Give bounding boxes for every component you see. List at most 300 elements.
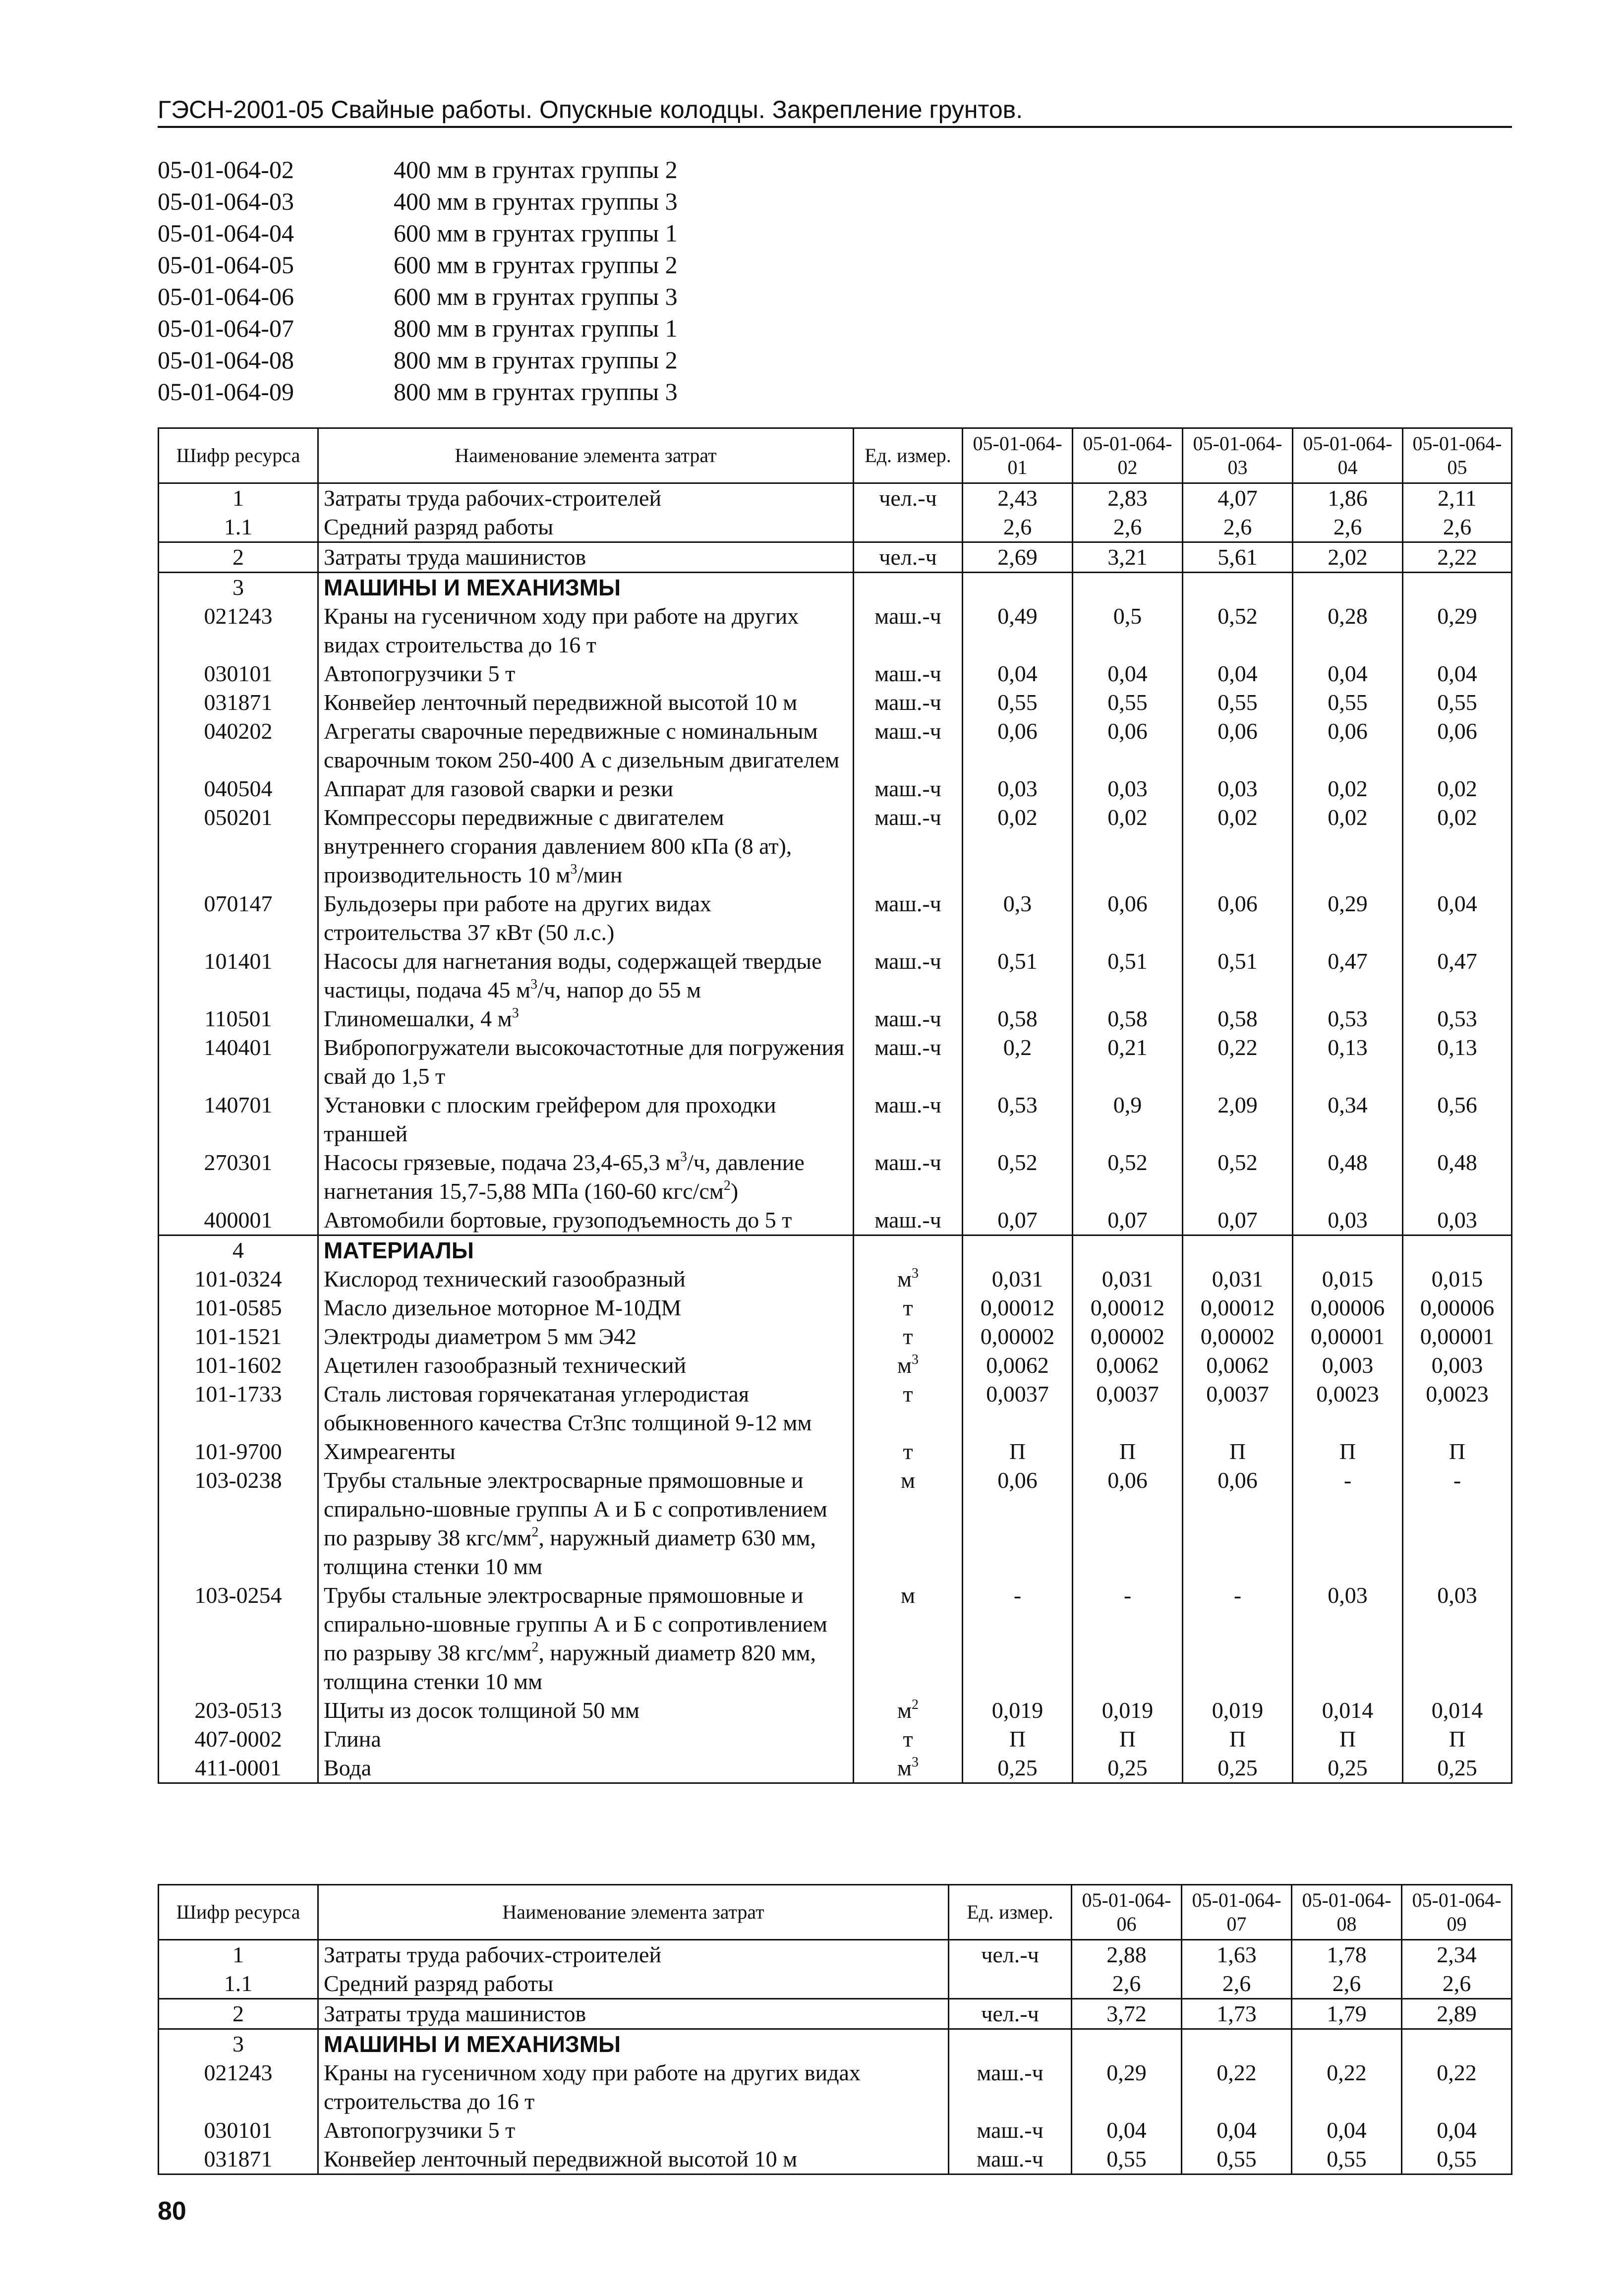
cell-unit: маш.-ч [854, 717, 963, 774]
cell-value: 0,55 [1182, 2145, 1292, 2174]
cell-value: 0,06 [1293, 717, 1403, 774]
cell-value: 0,55 [963, 688, 1073, 717]
cell-value: 0,02 [1183, 803, 1293, 889]
cell-value: 0,031 [1073, 1265, 1183, 1293]
cell-value: 0,07 [963, 1206, 1073, 1235]
cell-unit: маш.-ч [854, 688, 963, 717]
section-title: МАТЕРИАЛЫ [318, 1235, 854, 1265]
table-row [159, 1322, 1512, 1351]
table-row [159, 803, 1512, 889]
code-description: 800 мм в грунтах группы 2 [394, 346, 678, 374]
code-id: 05-01-064-03 [158, 187, 294, 215]
cell-value: 0,0037 [963, 1380, 1073, 1437]
cell-cipher: 103-0254 [159, 1581, 318, 1696]
cell-value [1183, 573, 1293, 602]
cell-value [963, 573, 1073, 602]
table-row [159, 542, 1512, 573]
section-title: МАШИНЫ И МЕХАНИЗМЫ [318, 2029, 949, 2059]
cell-cipher: 030101 [159, 659, 318, 688]
resource-table-1 [158, 427, 1512, 1784]
cell-cipher: 101-1521 [159, 1322, 318, 1351]
cell-name: Затраты труда рабочих-строителей [318, 483, 854, 513]
cell-cipher: 110501 [159, 1004, 318, 1033]
cell-unit: маш.-ч [949, 2116, 1072, 2145]
cell-name: Трубы стальные электросварные прямошовные и спирально-шовные группы А и Б с сопротивлением по разрыву 38 кгс/$мм^2$, наружный диаметр 630 мм, толщина стенки 10 мм [318, 1466, 854, 1581]
cell-value [1293, 1235, 1403, 1265]
cell-cipher: 2 [159, 1999, 318, 2029]
resource-table-2 [158, 1884, 1512, 2175]
cell-unit: чел.-ч [854, 483, 963, 513]
table-row [159, 659, 1512, 688]
code-list-item [158, 312, 678, 344]
cell-value: - [1183, 1581, 1293, 1696]
cell-value: 0,52 [1183, 602, 1293, 659]
cell-unit: маш.-ч [854, 1091, 963, 1148]
cell-name: Автомобили бортовые, грузоподъемность до 5 т [318, 1206, 854, 1235]
header-rate-code: 05-01-064-07 [1182, 1885, 1292, 1940]
cell-value: 0,0037 [1073, 1380, 1183, 1437]
header-cipher: Шифр ресурса [159, 1885, 318, 1940]
cell-name: Электроды диаметром 5 мм Э42 [318, 1322, 854, 1351]
cell-value: 0,015 [1293, 1265, 1403, 1293]
code-list-item [158, 154, 678, 185]
cell-value: 0,52 [1183, 1148, 1293, 1206]
cell-value: 0,52 [963, 1148, 1073, 1206]
cell-value: 0,34 [1293, 1091, 1403, 1148]
cell-value: 0,55 [1403, 688, 1512, 717]
cell-value: 0,28 [1293, 602, 1403, 659]
cell-value [1182, 2029, 1292, 2059]
cell-value: 0,0062 [1183, 1351, 1293, 1380]
code-id: 05-01-064-04 [158, 219, 294, 247]
table-row [159, 1091, 1512, 1148]
cell-value: 0,2 [963, 1033, 1073, 1091]
cell-cipher: 040504 [159, 774, 318, 803]
header-cipher: Шифр ресурса [159, 428, 318, 483]
cell-unit: маш.-ч [854, 1033, 963, 1091]
cell-value: 1,86 [1293, 483, 1403, 513]
cell-cipher: 101-1602 [159, 1351, 318, 1380]
cell-name: Трубы стальные электросварные прямошовные и спирально-шовные группы А и Б с сопротивлением по разрыву 38 кгс/$мм^2$, наружный диаметр 820 мм, толщина стенки 10 мм [318, 1581, 854, 1696]
code-description: 600 мм в грунтах группы 3 [394, 283, 678, 310]
cell-value: 2,69 [963, 542, 1073, 573]
cell-name: Химреагенты [318, 1437, 854, 1466]
cell-unit: маш.-ч [949, 2145, 1072, 2174]
cell-value: 0,9 [1073, 1091, 1183, 1148]
table-row [159, 1999, 1512, 2029]
cell-value: П [963, 1437, 1073, 1466]
cell-value: 2,6 [1182, 1969, 1292, 1999]
cell-value: П [1293, 1725, 1403, 1754]
cell-value: 0,00012 [963, 1293, 1073, 1322]
cell-value: 0,53 [1293, 1004, 1403, 1033]
cell-cipher: 101-0324 [159, 1265, 318, 1293]
cell-value: 0,5 [1073, 602, 1183, 659]
cell-unit: маш.-ч [854, 774, 963, 803]
table-row [159, 2116, 1512, 2145]
cell-unit: м [854, 1466, 963, 1581]
table-row [159, 688, 1512, 717]
cell-value: 0,55 [1292, 2145, 1402, 2174]
cell-name: Глина [318, 1725, 854, 1754]
code-id: 05-01-064-08 [158, 346, 294, 374]
cell-name: Автопогрузчики 5 т [318, 2116, 949, 2145]
cell-value: П [1293, 1437, 1403, 1466]
cell-value [963, 1235, 1073, 1265]
cell-value: 0,02 [963, 803, 1073, 889]
cell-value: 0,48 [1293, 1148, 1403, 1206]
cell-value: 0,47 [1403, 947, 1512, 1004]
cell-value: 0,0023 [1403, 1380, 1512, 1437]
table-row [159, 1265, 1512, 1293]
cell-name: Насосы для нагнетания воды, содержащей твердые частицы, подача 45 $м^3/ч$, напор до 55 м [318, 947, 854, 1004]
cell-value: 0,06 [963, 1466, 1073, 1581]
cell-value: 1,63 [1182, 1940, 1292, 1970]
cell-value: 0,00006 [1403, 1293, 1512, 1322]
cell-value: 2,88 [1072, 1940, 1182, 1970]
cell-value: 0,003 [1403, 1351, 1512, 1380]
cell-value: П [1073, 1437, 1183, 1466]
cell-value: 0,02 [1293, 803, 1403, 889]
code-list-item [158, 185, 678, 217]
cell-value: 2,89 [1402, 1999, 1512, 2029]
cell-cipher: 400001 [159, 1206, 318, 1235]
cell-unit: т [854, 1725, 963, 1754]
header-name: Наименование элемента затрат [318, 428, 854, 483]
cell-value: 0,00006 [1293, 1293, 1403, 1322]
cell-name: Установки с плоским грейфером для проходки траншей [318, 1091, 854, 1148]
cell-unit [854, 1235, 963, 1265]
cell-cipher: 101401 [159, 947, 318, 1004]
table-row [159, 483, 1512, 513]
cell-cipher: 140701 [159, 1091, 318, 1148]
code-description: 600 мм в грунтах группы 1 [394, 219, 678, 247]
cell-value: 2,83 [1073, 483, 1183, 513]
table-row [159, 1581, 1512, 1696]
cell-name: Затраты труда машинистов [318, 542, 854, 573]
cell-value: 0,22 [1183, 1033, 1293, 1091]
table-row [159, 513, 1512, 542]
cell-value [1403, 1235, 1512, 1265]
table-row [159, 1148, 1512, 1206]
cell-value: 2,6 [1183, 513, 1293, 542]
cell-value: 0,56 [1403, 1091, 1512, 1148]
cell-value: 0,55 [1293, 688, 1403, 717]
cell-value: 0,04 [1402, 2116, 1512, 2145]
table-row [159, 1206, 1512, 1235]
cell-value: 0,00002 [1073, 1322, 1183, 1351]
cell-name: Средний разряд работы [318, 513, 854, 542]
cell-value: 2,6 [963, 513, 1073, 542]
cell-cipher: 1 [159, 483, 318, 513]
cell-unit: маш.-ч [854, 1148, 963, 1206]
cell-value: 0,003 [1293, 1351, 1403, 1380]
cell-cipher: 050201 [159, 803, 318, 889]
cell-value: 0,58 [963, 1004, 1073, 1033]
cell-value: 0,06 [1183, 717, 1293, 774]
cell-value: 0,014 [1293, 1696, 1403, 1725]
cell-cipher: 411-0001 [159, 1754, 318, 1783]
cell-value: 2,11 [1403, 483, 1512, 513]
cell-value: 0,25 [1403, 1754, 1512, 1783]
cell-cipher: 1 [159, 1940, 318, 1970]
cell-value: 0,04 [1292, 2116, 1402, 2145]
cell-value [1292, 2029, 1402, 2059]
cell-value: 0,06 [1403, 717, 1512, 774]
cell-value: - [1073, 1581, 1183, 1696]
cell-value: 0,55 [1402, 2145, 1512, 2174]
table-row [159, 1725, 1512, 1754]
cell-name: Краны на гусеничном ходу при работе на других видах строительства до 16 т [318, 602, 854, 659]
cell-value: П [1183, 1437, 1293, 1466]
cell-value [1073, 1235, 1183, 1265]
header-unit: Ед. измер. [949, 1885, 1072, 1940]
header-rate-code: 05-01-064-03 [1183, 428, 1293, 483]
cell-value: 0,22 [1292, 2058, 1402, 2116]
cell-unit: $м^3$ [854, 1754, 963, 1783]
cell-cipher: 1.1 [159, 1969, 318, 1999]
cell-value: 0,04 [1182, 2116, 1292, 2145]
cell-value [1072, 2029, 1182, 2059]
cell-value: 0,00012 [1183, 1293, 1293, 1322]
cell-cipher: 4 [159, 1235, 318, 1265]
cell-value: 0,25 [1183, 1754, 1293, 1783]
cell-value: 0,06 [1183, 889, 1293, 947]
cell-unit: чел.-ч [854, 542, 963, 573]
cell-value: 2,6 [1402, 1969, 1512, 1999]
code-description: 800 мм в грунтах группы 3 [394, 378, 678, 406]
cell-unit: маш.-ч [854, 889, 963, 947]
cell-value: 0,51 [963, 947, 1073, 1004]
cell-name: Затраты труда рабочих-строителей [318, 1940, 949, 1970]
cell-name: Краны на гусеничном ходу при работе на других видах строительства до 16 т [318, 2058, 949, 2116]
cell-unit [949, 2029, 1072, 2059]
cell-value: 0,06 [963, 717, 1073, 774]
code-list-item [158, 281, 678, 312]
cell-unit [854, 573, 963, 602]
section-row [159, 1235, 1512, 1265]
cell-cipher: 3 [159, 573, 318, 602]
cell-name: Щиты из досок толщиной 50 мм [318, 1696, 854, 1725]
cell-value: 0,47 [1293, 947, 1403, 1004]
cell-value: 0,03 [1293, 1206, 1403, 1235]
cell-name: Вода [318, 1754, 854, 1783]
cell-value: 0,22 [1402, 2058, 1512, 2116]
codes-list [158, 154, 678, 408]
header-rate-code: 05-01-064-02 [1073, 428, 1183, 483]
cell-value: 0,00001 [1293, 1322, 1403, 1351]
cell-value: 0,07 [1073, 1206, 1183, 1235]
cell-name: Вибропогружатели высокочастотные для погружения свай до 1,5 т [318, 1033, 854, 1091]
cell-value: 0,13 [1293, 1033, 1403, 1091]
page-number: 80 [158, 2197, 186, 2226]
cell-value: 0,02 [1293, 774, 1403, 803]
cell-name: Средний разряд работы [318, 1969, 949, 1999]
cell-unit [949, 1969, 1072, 1999]
cell-unit: т [854, 1380, 963, 1437]
cell-name: Кислород технический газообразный [318, 1265, 854, 1293]
cell-name: Масло дизельное моторное М-10ДМ [318, 1293, 854, 1322]
cell-cipher: 021243 [159, 2058, 318, 2116]
cell-value: 0,48 [1403, 1148, 1512, 1206]
table-row [159, 1380, 1512, 1437]
cell-value [1403, 573, 1512, 602]
code-list-item [158, 376, 678, 408]
cell-name: Бульдозеры при работе на других видах строительства 37 кВт (50 л.с.) [318, 889, 854, 947]
cell-cipher: 030101 [159, 2116, 318, 2145]
cell-unit: маш.-ч [854, 602, 963, 659]
cell-value: 0,58 [1073, 1004, 1183, 1033]
header-rate-code: 05-01-064-06 [1072, 1885, 1182, 1940]
cell-name: Компрессоры передвижные с двигателем внутреннего сгорания давлением 800 кПа (8 ат), производительность 10 $м^3$/мин [318, 803, 854, 889]
header-name: Наименование элемента затрат [318, 1885, 949, 1940]
header-rate-code: 05-01-064-09 [1402, 1885, 1512, 1940]
cell-value: П [1403, 1437, 1512, 1466]
cell-value: 3,21 [1073, 542, 1183, 573]
table-row [159, 602, 1512, 659]
header-rate-code: 05-01-064-01 [963, 428, 1073, 483]
cell-unit: маш.-ч [854, 947, 963, 1004]
cell-value: 0,031 [963, 1265, 1073, 1293]
cell-value: 0,019 [1073, 1696, 1183, 1725]
cell-value: 0,52 [1073, 1148, 1183, 1206]
cell-value: 0,06 [1073, 717, 1183, 774]
cell-value: 0,53 [1403, 1004, 1512, 1033]
cell-value: 0,55 [1072, 2145, 1182, 2174]
page-header-title: ГЭСН-2001-05 Свайные работы. Опускные колодцы. Закрепление грунтов. [158, 94, 1512, 128]
code-id: 05-01-064-09 [158, 378, 294, 406]
cell-value: 0,03 [1403, 1581, 1512, 1696]
cell-name: Агрегаты сварочные передвижные с номинальным сварочным током 250-400 А с дизельным двигателем [318, 717, 854, 774]
cell-value [1293, 573, 1403, 602]
table-row [159, 2145, 1512, 2174]
table-row [159, 1293, 1512, 1322]
header-rate-code: 05-01-064-08 [1292, 1885, 1402, 1940]
cell-name: Аппарат для газовой сварки и резки [318, 774, 854, 803]
cell-value: 0,015 [1403, 1265, 1512, 1293]
cell-cipher: 270301 [159, 1148, 318, 1206]
cell-name: Конвейер ленточный передвижной высотой 10 м [318, 2145, 949, 2174]
cell-value: 0,55 [1073, 688, 1183, 717]
cell-value: 0,0023 [1293, 1380, 1403, 1437]
section-row [159, 2029, 1512, 2059]
cell-cipher: 040202 [159, 717, 318, 774]
cell-value: 0,0062 [1073, 1351, 1183, 1380]
cell-value: 0,03 [1293, 1581, 1403, 1696]
cell-unit: маш.-ч [854, 803, 963, 889]
cell-cipher: 203-0513 [159, 1696, 318, 1725]
cell-unit: маш.-ч [854, 659, 963, 688]
cell-value [1402, 2029, 1512, 2059]
table-row [159, 1351, 1512, 1380]
cell-value: 0,25 [1073, 1754, 1183, 1783]
cell-value [1183, 1235, 1293, 1265]
cell-value: 0,29 [1293, 889, 1403, 947]
table-row [159, 1437, 1512, 1466]
code-id: 05-01-064-02 [158, 156, 294, 183]
cell-value: 0,014 [1403, 1696, 1512, 1725]
cell-cipher: 1.1 [159, 513, 318, 542]
table-row [159, 1466, 1512, 1581]
cell-unit: т [854, 1437, 963, 1466]
cell-cipher: 021243 [159, 602, 318, 659]
cell-cipher: 140401 [159, 1033, 318, 1091]
cell-unit: маш.-ч [949, 2058, 1072, 2116]
cell-value: 5,61 [1183, 542, 1293, 573]
code-description: 800 мм в грунтах группы 1 [394, 314, 678, 342]
cell-value: П [1073, 1725, 1183, 1754]
cell-value: 0,03 [963, 774, 1073, 803]
cell-value: 2,34 [1402, 1940, 1512, 1970]
cell-value: 2,6 [1073, 513, 1183, 542]
cell-value: 0,03 [1403, 1206, 1512, 1235]
cell-value: 0,02 [1403, 774, 1512, 803]
code-description: 400 мм в грунтах группы 3 [394, 187, 678, 215]
cell-value: 0,58 [1183, 1004, 1293, 1033]
code-list-item [158, 344, 678, 376]
table-row [159, 1033, 1512, 1091]
cell-value: - [1293, 1466, 1403, 1581]
cell-cipher: 407-0002 [159, 1725, 318, 1754]
cell-value: 0,02 [1073, 803, 1183, 889]
cell-value: 0,04 [1073, 659, 1183, 688]
cell-value: 0,019 [1183, 1696, 1293, 1725]
cell-unit: $м^3$ [854, 1351, 963, 1380]
cell-cipher: 070147 [159, 889, 318, 947]
cell-cipher: 031871 [159, 688, 318, 717]
cell-value: - [963, 1581, 1073, 1696]
cell-value: 0,29 [1072, 2058, 1182, 2116]
table-row [159, 717, 1512, 774]
code-id: 05-01-064-05 [158, 251, 294, 279]
cell-cipher: 101-9700 [159, 1437, 318, 1466]
table-row [159, 1004, 1512, 1033]
cell-value: 0,031 [1183, 1265, 1293, 1293]
cell-name: Сталь листовая горячекатаная углеродистая обыкновенного качества Ст3пс толщиной 9-12 мм [318, 1380, 854, 1437]
cell-value: П [1403, 1725, 1512, 1754]
code-id: 05-01-064-06 [158, 283, 294, 310]
table-row [159, 1696, 1512, 1725]
cell-unit: $м^2$ [854, 1696, 963, 1725]
cell-value: 0,00012 [1073, 1293, 1183, 1322]
cell-value: 0,25 [1293, 1754, 1403, 1783]
cell-value: 0,07 [1183, 1206, 1293, 1235]
cell-unit: т [854, 1322, 963, 1351]
cell-unit: м [854, 1581, 963, 1696]
cell-value: 0,13 [1403, 1033, 1512, 1091]
cell-value: 0,49 [963, 602, 1073, 659]
cell-value: 0,04 [1072, 2116, 1182, 2145]
cell-value: 2,02 [1293, 542, 1403, 573]
code-id: 05-01-064-07 [158, 314, 294, 342]
cell-name: Глиномешалки, 4 $м^3$ [318, 1004, 854, 1033]
cell-value: 0,21 [1073, 1033, 1183, 1091]
cell-value: 0,00001 [1403, 1322, 1512, 1351]
cell-value: 0,04 [1403, 889, 1512, 947]
cell-value: 0,04 [963, 659, 1073, 688]
cell-value: 0,0037 [1183, 1380, 1293, 1437]
header-rate-code: 05-01-064-04 [1293, 428, 1403, 483]
cell-value: 0,55 [1183, 688, 1293, 717]
cell-value: 0,04 [1403, 659, 1512, 688]
cell-value: 1,78 [1292, 1940, 1402, 1970]
cell-value: 0,3 [963, 889, 1073, 947]
table-row [159, 2058, 1512, 2116]
cell-value: - [1403, 1466, 1512, 1581]
cell-value: 0,06 [1073, 889, 1183, 947]
cell-value: 0,00002 [963, 1322, 1073, 1351]
cell-value: 3,72 [1072, 1999, 1182, 2029]
